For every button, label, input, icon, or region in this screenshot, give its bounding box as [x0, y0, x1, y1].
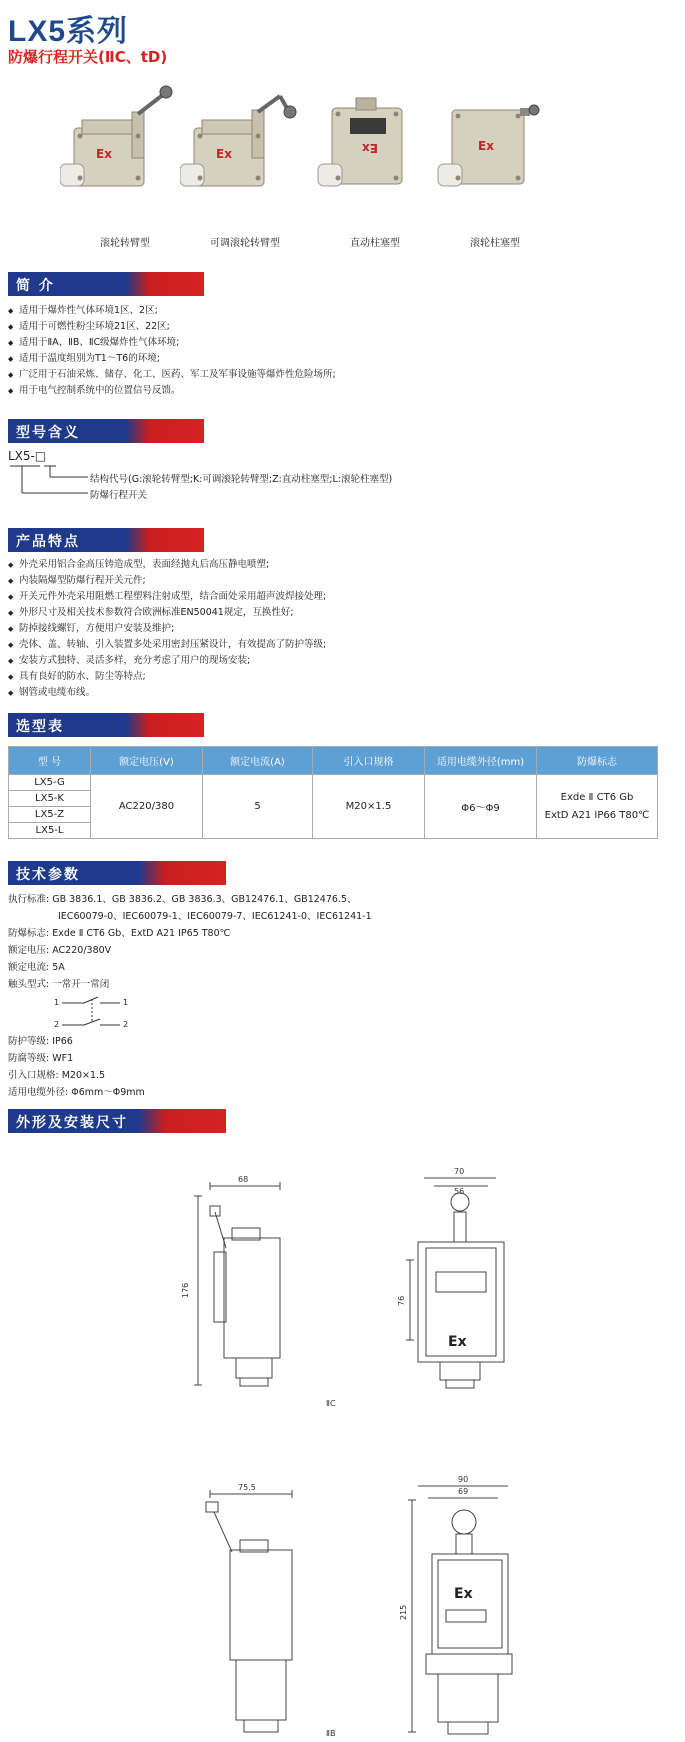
dim-top-front-height: 76 — [397, 1295, 406, 1306]
list-item: ◆ 用于电气控制系统中的位置信号反馈。 — [8, 383, 336, 399]
product-caption: 滚轮柱塞型 — [470, 238, 520, 249]
model-code-diagram — [8, 449, 508, 509]
contact-number: 2 — [54, 1020, 60, 1029]
model-cell: LX5-Z — [9, 807, 91, 823]
tech-row: 防护等级: IP66 — [8, 1036, 73, 1047]
selection-section-header — [8, 713, 204, 737]
section-title: 简 介 — [16, 278, 55, 294]
tech-row: 防爆标志: Exde Ⅱ CT6 Gb、ExtD A21 IP65 T80℃ — [8, 928, 231, 939]
section-title: 选型表 — [16, 719, 64, 735]
tech-row — [8, 891, 528, 908]
features-list — [8, 557, 326, 701]
drawing-label-bottom: ⅡB — [326, 1729, 336, 1738]
list-item: ◆ 适用于ⅡA、ⅡB、ⅡC级爆炸性气体环境; — [8, 335, 336, 351]
column-header: 适用电缆外径(mm) — [425, 747, 537, 775]
list-item: ◆ 广泛用于石油采炼、储存、化工、医药、军工及军事设施等爆炸性危险场所; — [8, 367, 336, 383]
column-header: 额定电流(A) — [203, 747, 313, 775]
tech-row: 额定电压: AC220/380V — [8, 945, 112, 956]
column-header: 引入口规格 — [313, 747, 425, 775]
voltage-cell: AC220/380 — [91, 775, 203, 839]
table-row — [9, 775, 658, 791]
column-header: 型 号 — [9, 747, 91, 775]
tech-value: GB 3836.1、GB 3836.2、GB 3836.3、GB12476.1、GB12476.5、 — [52, 894, 357, 905]
list-item: ◆ 壳体、盖、转轴、引入装置多处采用密封压紧设计，有效提高了防护等级; — [8, 637, 326, 653]
dimension-drawings-svg — [0, 1140, 685, 1740]
tech-row: 适用电缆外径: Φ6mm～Φ9mm — [8, 1087, 145, 1098]
list-item: ◆ 开关元件外壳采用阻燃工程塑料注射成型，结合面处采用超声波焊接处理; — [8, 589, 326, 605]
dim-top-side-width: 68 — [238, 1175, 249, 1184]
drawing-label-top: ⅡC — [326, 1399, 336, 1408]
dim-bot-side-width: 75.5 — [238, 1483, 256, 1492]
contact-number: 1 — [54, 998, 60, 1007]
svg-text:Ex: Ex — [216, 147, 232, 161]
selection-table — [8, 746, 658, 839]
section-title: 外形及安装尺寸 — [16, 1115, 128, 1131]
dim-top-front-width2: 56 — [454, 1187, 465, 1196]
exmark-cell — [537, 775, 658, 839]
entry-cell: M20×1.5 — [313, 775, 425, 839]
dim-bot-front-width2: 69 — [458, 1487, 469, 1496]
dimension-drawings — [0, 1140, 685, 1740]
contact-number: 1 — [123, 998, 129, 1007]
product-roller-plunger — [430, 80, 560, 250]
contact-number: 2 — [123, 1020, 129, 1029]
model-code-type: 防爆行程开关 — [90, 490, 148, 501]
product-direct-plunger-image — [310, 80, 440, 230]
dim-bot-front-width1: 90 — [458, 1475, 469, 1484]
list-item: ◆ 钢管或电缆布线。 — [8, 685, 326, 701]
product-adjustable-roller-arm-image — [180, 80, 310, 230]
list-item: ◆ 内装隔爆型防爆行程开关元件; — [8, 573, 326, 589]
tech-row: 引入口规格: M20×1.5 — [8, 1070, 106, 1081]
product-direct-plunger — [310, 80, 440, 250]
model-cell: LX5-G — [9, 775, 91, 791]
contact-schematic — [54, 993, 154, 1033]
tech-row: 防腐等级: WF1 — [8, 1053, 74, 1064]
tech-label: 执行标准: — [8, 894, 50, 905]
dim-bot-front-height: 215 — [399, 1604, 408, 1620]
section-title: 型号含义 — [16, 425, 80, 441]
model-section-header — [8, 419, 204, 443]
dims-section-header — [8, 1109, 226, 1133]
section-title: 产品特点 — [16, 534, 80, 550]
column-header: 防爆标志 — [537, 747, 658, 775]
model-code-bracket — [8, 449, 98, 509]
product-caption: 滚轮转臂型 — [100, 238, 150, 249]
model-code: LX5-□ — [8, 449, 47, 463]
dim-top-side-height: 176 — [181, 1282, 190, 1298]
svg-text:Ex: Ex — [362, 141, 378, 155]
intro-list — [8, 303, 336, 399]
page-subtitle: 防爆行程开关(ⅡC、tD) — [8, 48, 168, 66]
model-cell: LX5-L — [9, 823, 91, 839]
exmark-line: Exde Ⅱ CT6 Gb — [560, 791, 634, 803]
list-item: ◆ 适用于爆炸性气体环境1区、2区; — [8, 303, 336, 319]
tech-params — [8, 891, 528, 1101]
list-item: ◆ 适用于可燃性粉尘环境21区、22区; — [8, 319, 336, 335]
ex-mark-top: Ex — [448, 1334, 467, 1350]
ex-mark-bottom: Ex — [454, 1586, 473, 1602]
section-title: 技术参数 — [16, 867, 80, 883]
exmark-line: ExtD A21 IP66 T80℃ — [544, 809, 650, 821]
product-roller-arm-image — [60, 80, 190, 230]
dim-top-front-width1: 70 — [454, 1167, 465, 1176]
intro-section-header — [8, 272, 204, 296]
column-header: 额定电压(V) — [91, 747, 203, 775]
list-item: ◆ 安装方式独特、灵活多样，充分考虑了用户的现场安装; — [8, 653, 326, 669]
current-cell: 5 — [203, 775, 313, 839]
cable-cell: Φ6～Φ9 — [425, 775, 537, 839]
tech-row: 触头型式: 一常开一常闭 — [8, 979, 110, 990]
product-roller-arm — [60, 80, 190, 250]
page-title: LX5系列 — [8, 15, 129, 48]
list-item: ◆ 外形尺寸及相关技术参数符合欧洲标准EN50041规定，互换性好; — [8, 605, 326, 621]
product-gallery — [60, 80, 620, 250]
features-section-header — [8, 528, 204, 552]
list-item: ◆ 防掉接线螺钉，方便用户安装及维护; — [8, 621, 326, 637]
product-caption: 直动柱塞型 — [350, 238, 400, 249]
tech-row: 额定电流: 5A — [8, 962, 65, 973]
model-cell: LX5-K — [9, 791, 91, 807]
table-header-row — [9, 747, 658, 775]
product-caption: 可调滚轮转臂型 — [210, 238, 280, 249]
svg-text:Ex: Ex — [96, 147, 112, 161]
tech-section-header — [8, 861, 226, 885]
tech-row: IEC60079-0、IEC60079-1、IEC60079-7、IEC61241-0、IEC61241-1 — [58, 911, 372, 922]
list-item: ◆ 具有良好的防水、防尘等特点; — [8, 669, 326, 685]
list-item: ◆ 适用于温度组别为T1～T6的环境; — [8, 351, 336, 367]
product-adjustable-roller-arm — [180, 80, 310, 250]
product-roller-plunger-image — [430, 80, 560, 230]
model-code-structure: 结构代号(G:滚轮转臂型;K:可调滚轮转臂型;Z:直动柱塞型;L:滚轮柱塞型) — [90, 474, 393, 485]
list-item: ◆ 外壳采用铝合金高压铸造成型，表面经抛丸后高压静电喷塑; — [8, 557, 326, 573]
contact-diagram — [8, 993, 528, 1033]
svg-text:Ex: Ex — [478, 139, 494, 153]
